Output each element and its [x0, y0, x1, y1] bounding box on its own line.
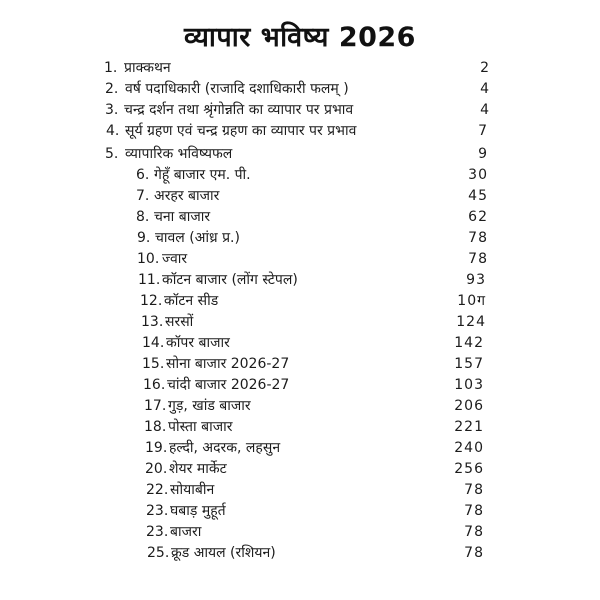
- toc-entry-page: 4: [480, 81, 490, 97]
- toc-entry-number: 3.: [105, 102, 119, 118]
- toc-entry-page: 124: [456, 314, 486, 330]
- toc-entry-title: बाजरा: [170, 524, 202, 540]
- toc-entry: [0, 417, 600, 438]
- toc-entry-title: अरहर बाजार: [154, 188, 220, 204]
- toc-entry-page: 78: [464, 503, 484, 519]
- toc-entry-number: 22.: [146, 482, 169, 498]
- toc-entry-page: 7: [478, 123, 488, 139]
- toc-entry-title: गेहूँ बाजार एम. पी.: [154, 167, 251, 183]
- table-of-contents: [0, 58, 600, 564]
- toc-entry-number: 8.: [136, 209, 150, 225]
- toc-entry-number: 10.: [137, 251, 160, 267]
- toc-entry-page: 240: [454, 440, 484, 456]
- toc-entry: [0, 459, 600, 480]
- toc-entry-title: क्रूड आयल (रशियन): [171, 545, 276, 561]
- toc-entry-number: 1.: [104, 60, 118, 76]
- toc-entry-page: 78: [464, 482, 484, 498]
- toc-entry-number: 9.: [137, 230, 151, 246]
- toc-entry-page: 78: [468, 230, 488, 246]
- toc-entry-number: 17.: [144, 398, 167, 414]
- toc-entry: [0, 396, 600, 417]
- toc-entry-page: 142: [454, 335, 484, 351]
- toc-entry-title: व्यापारिक भविष्यफल: [125, 146, 233, 162]
- toc-entry-title: शेयर मार्केट: [169, 461, 227, 477]
- toc-entry-page: 157: [454, 356, 484, 372]
- toc-entry: [0, 354, 600, 375]
- toc-entry-page: 206: [454, 398, 484, 414]
- toc-entry-title: ज्वार: [162, 251, 188, 267]
- toc-entry: [0, 375, 600, 396]
- toc-entry-title: घबाड़ मुहूर्त: [170, 503, 226, 519]
- toc-entry-number: 19.: [145, 440, 168, 456]
- toc-entry-number: 5.: [105, 146, 119, 162]
- toc-entry-title: कॉटन सीड: [164, 293, 219, 309]
- toc-entry-number: 20.: [145, 461, 168, 477]
- toc-entry-number: 25.: [147, 545, 170, 561]
- toc-entry-number: 7.: [136, 188, 150, 204]
- toc-entry-title: हल्दी, अदरक, लहसुन: [169, 440, 281, 456]
- toc-entry-number: 23.: [146, 524, 169, 540]
- toc-entry-title: पोस्ता बाजार: [168, 419, 233, 435]
- toc-entry-title: वर्ष पदाधिकारी (राजादि दशाधिकारी फलम् ): [125, 81, 349, 97]
- toc-entry: [0, 333, 600, 354]
- toc-entry-number: 13.: [141, 314, 164, 330]
- toc-entry: [0, 438, 600, 459]
- toc-entry: [0, 480, 600, 501]
- toc-entry: [0, 58, 600, 79]
- toc-entry-title: चन्द्र दर्शन तथा श्रृंगोन्नति का व्यापार पर प्रभाव: [124, 102, 354, 118]
- toc-entry-title: सोयाबीन: [170, 482, 215, 498]
- toc-entry-page: 62: [468, 209, 488, 225]
- toc-entry-page: 93: [466, 272, 486, 288]
- toc-entry: [0, 165, 600, 186]
- toc-entry: [0, 100, 600, 121]
- toc-entry-number: 14.: [142, 335, 165, 351]
- toc-entry: [0, 249, 600, 270]
- toc-entry: [0, 144, 600, 165]
- toc-entry-number: 11.: [138, 272, 161, 288]
- toc-entry-page: 78: [464, 545, 484, 561]
- toc-entry-page: 45: [468, 188, 488, 204]
- toc-entry-title: सोना बाजार 2026-27: [166, 356, 290, 372]
- toc-entry-page: 30: [468, 167, 488, 183]
- toc-entry: [0, 543, 600, 564]
- toc-entry-page: 103: [454, 377, 484, 393]
- toc-entry-page: 221: [454, 419, 484, 435]
- toc-entry: [0, 270, 600, 291]
- toc-entry: [0, 522, 600, 543]
- toc-entry-title: कॉपर बाजार: [166, 335, 230, 351]
- toc-entry-number: 15.: [142, 356, 165, 372]
- toc-entry-title: कॉटन बाजार (लोंग स्टेपल): [162, 272, 298, 288]
- toc-entry-page: 2: [480, 60, 490, 76]
- toc-entry: [0, 121, 600, 142]
- toc-entry-title: सरसों: [165, 314, 194, 330]
- toc-entry: [0, 291, 600, 312]
- toc-entry-page: 9: [478, 146, 488, 162]
- toc-entry: [0, 501, 600, 522]
- toc-entry-number: 12.: [140, 293, 163, 309]
- toc-entry: [0, 228, 600, 249]
- toc-entry: [0, 312, 600, 333]
- toc-entry-number: 23.: [146, 503, 169, 519]
- toc-entry-number: 16.: [143, 377, 166, 393]
- toc-entry-title: सूर्य ग्रहण एवं चन्द्र ग्रहण का व्यापार पर प्रभाव: [125, 123, 357, 139]
- toc-entry-title: प्राक्कथन: [124, 60, 171, 76]
- toc-entry-page: 4: [480, 102, 490, 118]
- toc-entry-title: गुड़, खांड बाजार: [168, 398, 251, 414]
- toc-entry-page: 78: [468, 251, 488, 267]
- toc-entry-number: 2.: [105, 81, 119, 97]
- toc-entry-number: 4.: [106, 123, 120, 139]
- toc-entry-page: 256: [454, 461, 484, 477]
- toc-entry: [0, 207, 600, 228]
- toc-entry-title: चांदी बाजार 2026-27: [167, 377, 290, 393]
- toc-entry: [0, 79, 600, 100]
- toc-entry-title: चना बाजार: [154, 209, 211, 225]
- toc-entry-page: 78: [464, 524, 484, 540]
- toc-entry-page: 10ग: [457, 293, 486, 309]
- toc-entry: [0, 186, 600, 207]
- toc-entry-title: चावल (आंध्र प्र.): [155, 230, 240, 246]
- page-title: व्यापार भविष्य 2026: [184, 22, 416, 53]
- toc-entry-number: 18.: [144, 419, 167, 435]
- toc-entry-number: 6.: [136, 167, 150, 183]
